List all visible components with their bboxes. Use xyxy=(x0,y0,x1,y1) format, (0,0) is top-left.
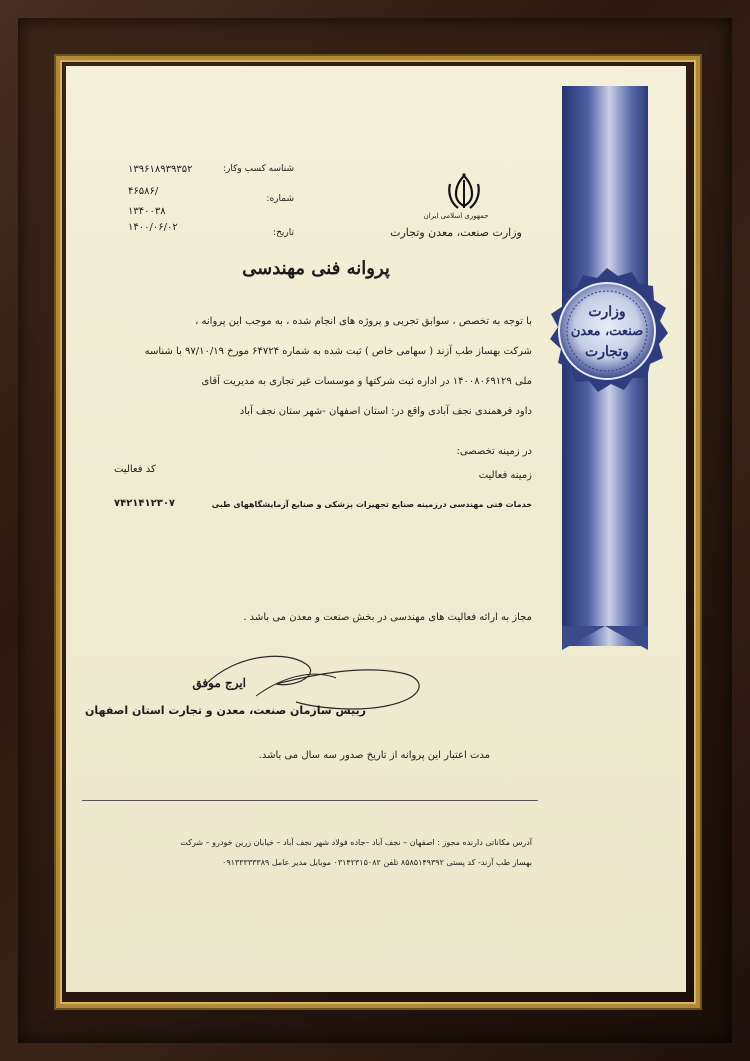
footer-line-2: بهساز طب آزند- کد پستی ۸۵۸۵۱۴۹۳۹۲ تلفن ۰۳۱۴۲۳۱۵۰۸۲ موبایل مدیر عامل ۰۹۱۳۳۳۳۳۳۸۹ xyxy=(222,858,532,867)
footer-line-1: آدرس مکاناتی دارنده مجوز : اصفهان – نجف آباد –جاده فولاد شهر نجف آباد – خیابان زرین خودرو – شرکت xyxy=(180,838,532,847)
certificate-paper xyxy=(66,66,686,992)
field-header: زمینه فعالیت xyxy=(478,470,532,481)
body-line-3: ملی ۱۴۰۰۸۰۶۹۱۲۹ در اداره ثبت شرکتها و موسسات غیر تجاری به مدیریت آقای xyxy=(201,376,532,387)
date-label: تاریخ: xyxy=(273,228,294,238)
seal-line-2: صنعت، معدن xyxy=(570,324,644,339)
seal-line-3: وتجارت xyxy=(585,344,629,360)
field-value: خدمات فنی مهندسی درزمینه صنایع تجهیزات پزشکی و صنایع آزمایشگاههای طبی xyxy=(211,500,532,509)
code-header: کد فعالیت xyxy=(114,464,156,475)
body-line-4: داود فرهمندی نجف آبادی واقع در: استان اصفهان -شهر ستان نجف آباد xyxy=(239,406,532,417)
certificate-title: پروانه فنی مهندسی xyxy=(242,258,390,279)
business-id-value: ۱۳۹۶۱۸۹۳۹۳۵۲ xyxy=(128,164,193,175)
specialty-label: در زمینه تخصصی: xyxy=(456,446,532,457)
number-value: ۴۶۵۸۶/ xyxy=(128,186,159,197)
ministry-name: وزارت صنعت، معدن وتجارت xyxy=(390,226,522,239)
signatory-title: رییس سازمان صنعت، معدن و تجارت استان اصفهان xyxy=(85,704,366,717)
body-line-1: با توجه به تخصص ، سوابق تجربی و پروژه های انجام شده ، به موجب این پروانه ، xyxy=(195,316,532,327)
date-value: ۱۴۰۰/۰۶/۰۲ xyxy=(128,222,178,233)
business-id-label: شناسه کسب وکار: xyxy=(223,164,294,174)
iran-emblem-icon xyxy=(442,170,486,214)
permission-text: مجاز به ارائه فعالیت های مهندسی در بخش صنعت و معدن می باشد . xyxy=(243,612,532,623)
number-label: شماره: xyxy=(266,194,294,204)
footer-divider xyxy=(82,800,538,801)
number-value-2: ۱۳۴۰۰۳۸ xyxy=(128,206,166,217)
republic-text: جمهوری اسلامی ایران xyxy=(423,212,489,220)
signatory-name: ایرج موفق xyxy=(192,676,246,690)
code-value: ۷۴۲۱۴۱۲۳۰۷ xyxy=(114,498,176,509)
ribbon-tail xyxy=(562,626,648,650)
body-line-2: شرکت بهساز طب آزند ( سهامی خاص ) ثبت شده به شماره ۶۴۷۲۴ مورخ ۹۷/۱۰/۱۹ با شناسه xyxy=(144,346,532,357)
seal-line-1: وزارت xyxy=(588,304,626,320)
validity-text: مدت اعتبار این پروانه از تاریخ صدور سه سال می باشد. xyxy=(258,750,490,761)
